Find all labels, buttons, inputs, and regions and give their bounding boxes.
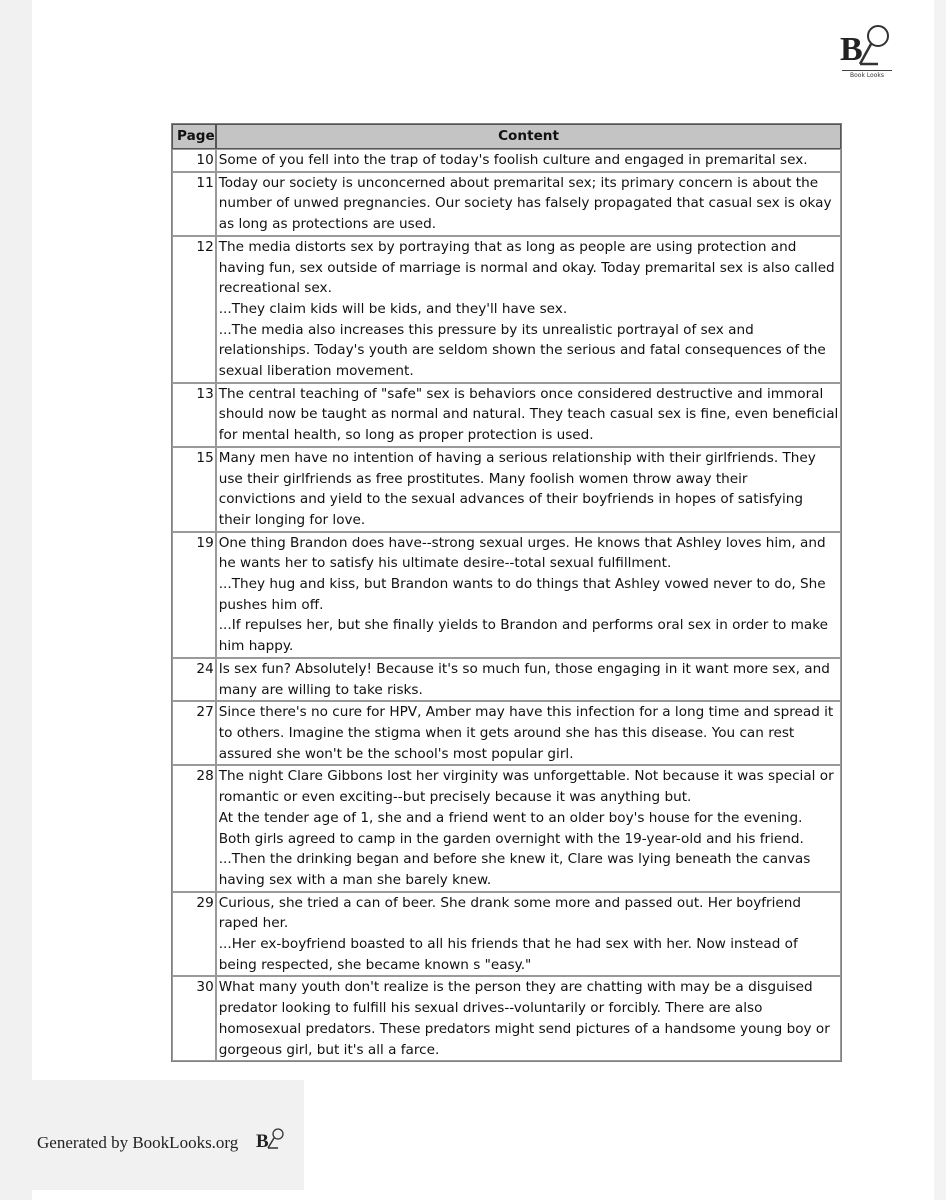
content-cell [216, 383, 842, 447]
content-line: their longing for love. [218, 511, 366, 528]
content-table [171, 123, 842, 1062]
page-number-cell: 13 [172, 383, 216, 447]
content-line: Today our society is unconcerned about premarital sex; its primary concern is about the [218, 174, 819, 191]
content-line: The night Clare Gibbons lost her virginity was unforgettable. Not because it was special or [218, 768, 834, 785]
table-row [172, 976, 841, 1061]
content-line: ...They claim kids will be kids, and they'll have sex. [218, 300, 568, 317]
content-line: Both girls agreed to camp in the garden overnight with the 19-year-old and his friend. [218, 830, 804, 847]
table-row [172, 236, 841, 383]
table-row [172, 701, 841, 765]
table-row [172, 172, 841, 236]
content-line: ...Then the drinking began and before she knew it, Clare was lying beneath the canvas [218, 851, 811, 868]
content-line: gorgeous girl, but it's all a farce. [218, 1041, 440, 1058]
table-row [172, 149, 841, 172]
svg-text:B: B [256, 1131, 269, 1152]
page-number-cell: 29 [172, 892, 216, 977]
content-line: many are willing to take risks. [218, 681, 423, 698]
content-line: Curious, she tried a can of beer. She drank some more and passed out. Her boyfriend [218, 894, 802, 911]
content-line: him happy. [218, 638, 294, 655]
content-line: for mental health, so long as proper protection is used. [218, 427, 594, 444]
content-line: recreational sex. [218, 280, 332, 297]
content-line: The central teaching of "safe" sex is behaviors once considered destructive and immoral [218, 385, 824, 402]
table-row [172, 765, 841, 891]
page-number-cell: 24 [172, 658, 216, 701]
page-number-cell: 19 [172, 532, 216, 658]
content-line: to others. Imagine the stigma when it gets around she has this disease. You can rest [218, 724, 795, 741]
content-line: At the tender age of 1, she and a friend went to an older boy's house for the evening. [218, 809, 803, 826]
booklooks-small-logo-icon [256, 1127, 286, 1153]
page-number-cell: 27 [172, 701, 216, 765]
content-cell [216, 701, 842, 765]
table-body [172, 149, 841, 1061]
content-line: convictions and yield to the sexual advances of their boyfriends in hopes of satisfying [218, 491, 804, 508]
content-line: predator looking to fulfill his sexual drives--voluntarily or forcibly. There are also [218, 1000, 763, 1017]
content-line: Is sex fun? Absolutely! Because it's so much fun, those engaging in it want more sex, and [218, 660, 830, 677]
content-line: having fun, sex outside of marriage is normal and okay. Today premarital sex is also called [218, 259, 835, 276]
content-line: Since there's no cure for HPV, Amber may have this infection for a long time and spread it [218, 704, 834, 721]
column-header-page: Page [172, 124, 216, 149]
content-line: number of unwed pregnancies. Our society has falsely propagated that casual sex is okay [218, 195, 832, 212]
content-cell [216, 892, 842, 977]
content-line: being respected, she became known s "easy." [218, 956, 532, 973]
content-line: having sex with a man she barely knew. [218, 871, 492, 888]
page-number-cell: 12 [172, 236, 216, 383]
content-line: Many men have no intention of having a serious relationship with their girlfriends. They [218, 449, 816, 466]
content-line: sexual liberation movement. [218, 363, 414, 380]
content-cell [216, 149, 842, 172]
content-line: ...If repulses her, but she finally yields to Brandon and performs oral sex in order to make [218, 617, 829, 634]
page-number-cell: 30 [172, 976, 216, 1061]
content-line: ...They hug and kiss, but Brandon wants to do things that Ashley vowed never to do, She [218, 576, 826, 593]
content-cell [216, 172, 842, 236]
logo-caption: Book Looks [842, 70, 892, 79]
page-number-cell: 15 [172, 447, 216, 532]
content-line: raped her. [218, 915, 289, 932]
content-line: ...Her ex-boyfriend boasted to all his friends that he had sex with her. Now instead of [218, 936, 798, 953]
content-line: The media distorts sex by portraying that as long as people are using protection and [218, 238, 797, 255]
table-row [172, 658, 841, 701]
content-cell [216, 236, 842, 383]
content-line: romantic or even exciting--but precisely because it was anything but. [218, 789, 692, 806]
content-line: relationships. Today's youth are seldom shown the serious and fatal consequences of the [218, 342, 826, 359]
content-cell [216, 765, 842, 891]
column-header-content: Content [216, 124, 842, 149]
content-line: Some of you fell into the trap of today's foolish culture and engaged in premarital sex. [218, 152, 808, 168]
footer-generated-by: Generated by BookLooks.org [37, 1133, 239, 1152]
page-number-cell: 10 [172, 149, 216, 172]
content-line: One thing Brandon does have--strong sexual urges. He knows that Ashley loves him, and [218, 534, 826, 551]
table-row [172, 447, 841, 532]
table-header-row [172, 124, 841, 149]
content-line: assured she won't be the school's most popular girl. [218, 745, 574, 762]
content-line: homosexual predators. These predators might send pictures of a handsome young boy or [218, 1020, 830, 1037]
content-line: he wants her to satisfy his ultimate desire--total sexual fulfillment. [218, 555, 672, 572]
page-margin-right [934, 0, 946, 1200]
table-row [172, 532, 841, 658]
content-line: as long as protections are used. [218, 216, 437, 233]
content-line: use their girlfriends as free prostitutes. Many foolish women throw away their [218, 470, 748, 487]
content-line: ...The media also increases this pressure by its unrealistic portrayal of sex and [218, 321, 754, 338]
page-number-cell: 28 [172, 765, 216, 891]
content-cell [216, 658, 842, 701]
content-cell [216, 447, 842, 532]
content-line: pushes him off. [218, 596, 324, 613]
table-row [172, 383, 841, 447]
svg-text:B: B [840, 31, 863, 68]
content-line: should now be taught as normal and natural. They teach casual sex is fine, even beneficial [218, 406, 839, 423]
content-line: What many youth don't realize is the person they are chatting with may be a disguised [218, 979, 813, 996]
page-margin-left [0, 0, 32, 1200]
page-number-cell: 11 [172, 172, 216, 236]
content-cell [216, 976, 842, 1061]
table-row [172, 892, 841, 977]
content-cell [216, 532, 842, 658]
booklooks-logo-icon [836, 20, 894, 78]
